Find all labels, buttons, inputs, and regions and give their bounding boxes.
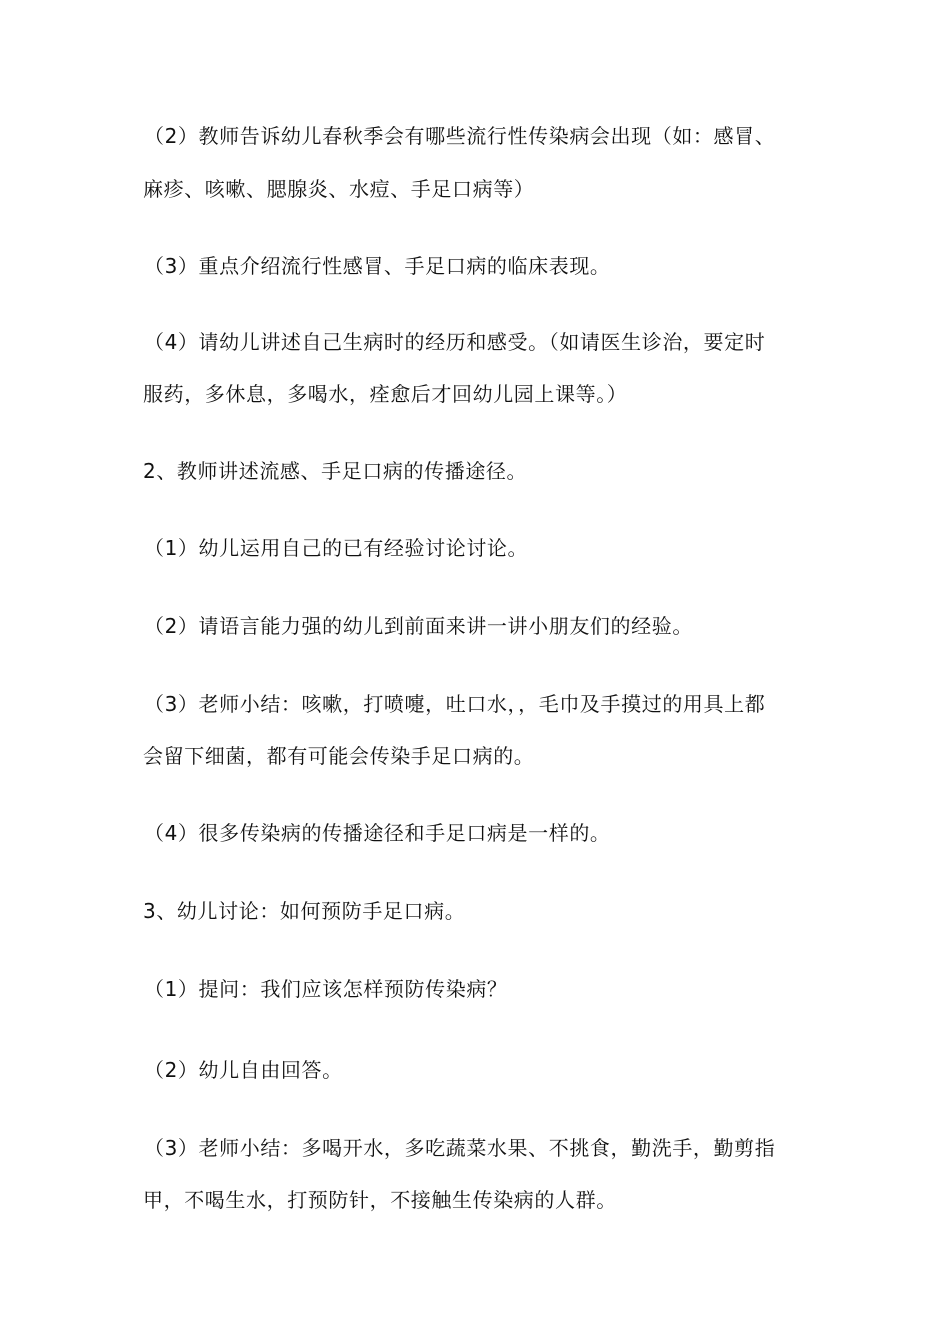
paragraph-line: （3）老师小结：咳嗽，打喷嚏，吐口水，，毛巾及手摸过的用具上都 bbox=[144, 692, 766, 716]
paragraph-line: （2）教师告诉幼儿春秋季会有哪些流行性传染病会出现（如：感冒、 bbox=[144, 124, 776, 148]
paragraph-line: （4）很多传染病的传播途径和手足口病是一样的。 bbox=[144, 821, 611, 845]
paragraph-line: （4）请幼儿讲述自己生病时的经历和感受。（如请医生诊治，要定时 bbox=[144, 330, 766, 354]
paragraph-line: （2）请语言能力强的幼儿到前面来讲一讲小朋友们的经验。 bbox=[144, 614, 693, 638]
paragraph-line: （3）重点介绍流行性感冒、手足口病的临床表现。 bbox=[144, 254, 611, 278]
paragraph-line: 甲，不喝生水，打预防针，不接触生传染病的人群。 bbox=[143, 1188, 617, 1212]
paragraph-line: 麻疹、咳嗽、腮腺炎、水痘、手足口病等） bbox=[143, 177, 535, 201]
section-heading: 2、教师讲述流感、手足口病的传播途径。 bbox=[143, 459, 528, 483]
paragraph-line: （2）幼儿自由回答。 bbox=[144, 1058, 343, 1082]
section-heading: 3、幼儿讨论：如何预防手足口病。 bbox=[143, 899, 466, 923]
paragraph-line: 会留下细菌，都有可能会传染手足口病的。 bbox=[143, 744, 535, 768]
paragraph-line: 服药，多休息，多喝水，痊愈后才回幼儿园上课等。） bbox=[143, 382, 628, 406]
paragraph-line: （3）老师小结：多喝开水，多吃蔬菜水果、不挑食，勤洗手，勤剪指 bbox=[144, 1136, 776, 1160]
paragraph-line: （1）提问：我们应该怎样预防传染病？ bbox=[144, 977, 508, 1001]
paragraph-line: （1）幼儿运用自己的已有经验讨论讨论。 bbox=[144, 536, 529, 560]
